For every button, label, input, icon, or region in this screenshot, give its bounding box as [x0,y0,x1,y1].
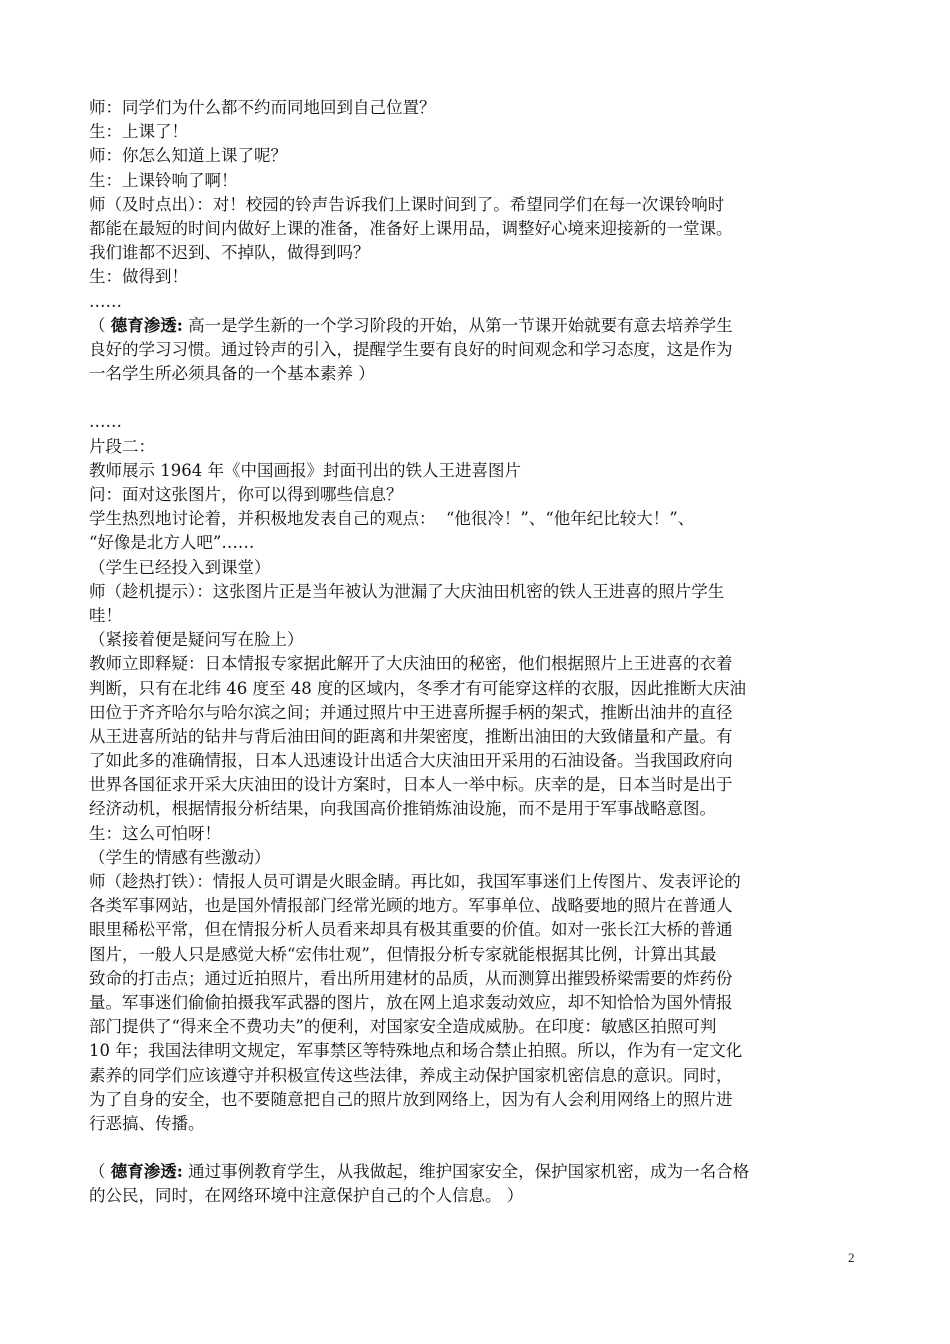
text-line: 哇！ [89,605,122,625]
moral-note-line: （ 德育渗透: 高一是学生新的一个学习阶段的开始，从第一节课开始就要有意去培养学生 [89,315,733,335]
text-line: （学生已经投入到课堂） [89,557,271,577]
text-line: 素养的同学们应该遵守并积极宣传这些法律，养成主动保护国家机密信息的意识。同时， [89,1065,733,1085]
text-line: 师：同学们为什么都不约而同地回到自己位置？ [89,98,436,117]
moral-note-line: 一名学生所必须具备的一个基本素养 ） [89,364,375,384]
text-line: 部门提供了“得来全不费功夫”的便利，对国家安全造成威胁。在印度：敏感区拍照可判 [89,1017,717,1037]
text-line: 生：上课铃响了啊！ [89,170,238,190]
text-line: 眼里稀松平常，但在情报分析人员看来却具有极其重要的价值。如对一张长江大桥的普通 [89,920,733,940]
text-line: 致命的打击点；通过近拍照片，看出所用建材的品质，从而测算出摧毁桥梁需要的炸药份 [89,968,733,988]
text-line: 图片，一般人只是感觉大桥“宏伟壮观”，但情报分析专家就能根据其比例，计算出其最 [89,944,717,964]
text-line: 师（及时点出）：对！校园的铃声告诉我们上课时间到了。希望同学们在每一次课铃响时 [89,194,725,214]
text-line: …… [89,291,122,311]
paragraph-gap [89,1136,864,1160]
moral-note-line: 的公民，同时，在网络环境中注意保护自己的个人信息。 ） [89,1186,524,1206]
moral-note-label: 德育渗透: [110,315,183,335]
text-line: 我们谁都不迟到、不掉队，做得到吗？ [89,243,370,263]
text-line: 师（趁热打铁）：情报人员可谓是火眼金睛。再比如，我国军事迷们上传图片、发表评论的 [89,872,741,891]
text-line: 师：你怎么知道上课了呢？ [89,146,287,166]
text-line: 师（趁机提示）：这张图片正是当年被认为泄漏了大庆油田机密的铁人王进喜的照片学生 [89,581,725,601]
text-line: 田位于齐齐哈尔与哈尔滨之间；并通过照片中王进喜所握手柄的架式，推断出油井的直径 [89,702,733,722]
text-line: 10 年；我国法律明文规定，军事禁区等特殊地点和场合禁止拍照。所以，作为有一定文化 [89,1041,743,1061]
moral-note-2 [89,1160,864,1208]
text-line: 判断，只有在北纬 46 度至 48 度的区域内，冬季才有可能穿这样的衣服，因此推断大庆油 [89,678,746,698]
text-line: 问：面对这张图片，你可以得到哪些信息？ [89,485,403,504]
text-line: （紧接着便是疑问写在脸上） [89,630,304,650]
text-line: （学生的情感有些激动） [89,847,271,867]
text-line: 为了自身的安全，也不要随意把自己的照片放到网络上，因为有人会利用网络上的照片进 [89,1089,733,1109]
moral-note-line: 良好的学习习惯。通过铃声的引入，提醒学生要有良好的时间观念和学习态度，这是作为 [89,339,733,359]
text-line: 教师立即释疑：日本情报专家据此解开了大庆油田的秘密，他们根据照片上王进喜的衣着 [89,654,733,674]
moral-note-1 [89,314,864,387]
text-line: 各类军事网站，也是国外情报部门经常光顾的地方。军事单位、战略要地的照片在普通人 [89,896,733,916]
text-line: 片段二： [89,436,155,456]
text-line: 从王进喜所站的钻井与背后油田间的距离和井架密度，推断出油田的大致储量和产量。有 [89,726,733,746]
text-line: …… [89,412,122,432]
text-line: 都能在最短的时间内做好上课的准备，准备好上课用品，调整好心境来迎接新的一堂课。 [89,218,733,238]
paragraph-gap [89,386,864,410]
text-line: “好像是北方人吧”…… [89,533,255,553]
page-number: 2 [848,1250,855,1265]
text-line: 量。军事迷们偷偷拍摄我军武器的图片，放在网上追求轰动效应，却不知恰恰为国外情报 [89,992,733,1012]
dialogue-block-2 [89,410,864,1136]
text-line: 行恶搞、传播。 [89,1113,205,1133]
text-line: 生：上课了！ [89,122,188,142]
text-line: 了如此多的准确情报，日本人迅速设计出适合大庆油田开采用的石油设备。当我国政府向 [89,751,733,771]
moral-note-label: 德育渗透: [110,1162,183,1182]
text-line: 世界各国征求开采大庆油田的设计方案时，日本人一举中标。庆幸的是，日本当时是出于 [89,775,733,795]
text-line: 生：做得到！ [89,267,188,287]
moral-note-line: （ 德育渗透: 通过事例教育学生，从我做起，维护国家安全，保护国家机密，成为一名合格 [89,1162,750,1182]
text-line: 教师展示 1964 年《中国画报》封面刊出的铁人王进喜图片 [89,460,521,480]
document-body [89,96,864,1209]
text-line: 经济动机，根据情报分析结果，向我国高价推销炼油设施，而不是用于军事战略意图。 [89,799,716,819]
text-line: 学生热烈地讨论着，并积极地发表自己的观点： “他很冷！”、“他年纪比较大！”、 [89,509,695,529]
dialogue-block-1 [89,96,864,314]
text-line: 生：这么可怕呀！ [89,823,221,843]
